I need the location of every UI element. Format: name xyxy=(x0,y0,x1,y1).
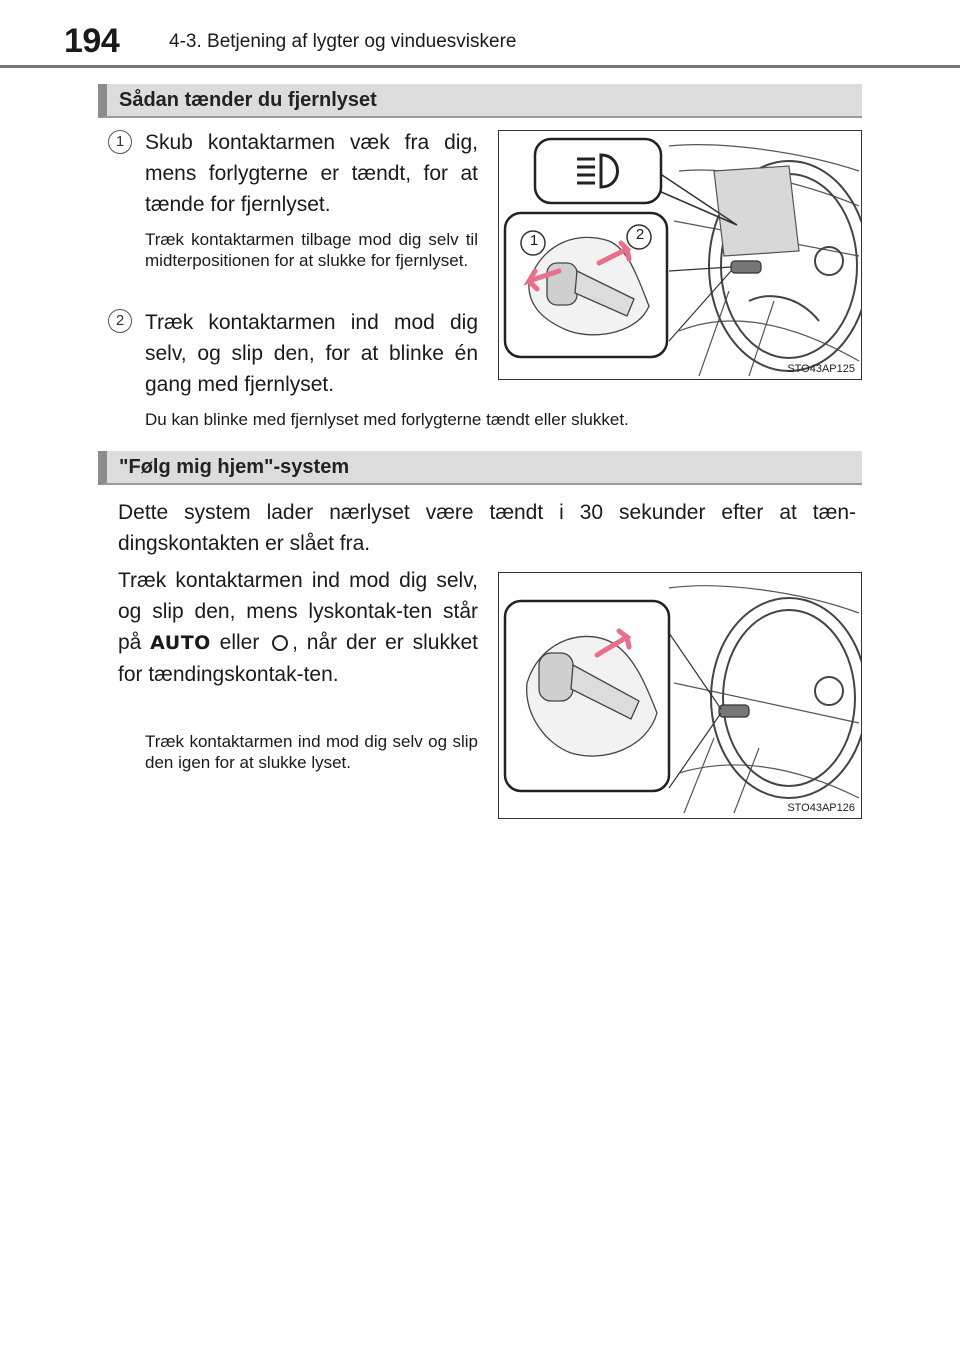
parking-light-icon xyxy=(272,635,288,651)
figure-label: STO43AP126 xyxy=(787,802,855,814)
figure-illustration xyxy=(499,131,862,380)
running-head: 4-3. Betjening af lygter og vinduesviskere xyxy=(169,31,517,52)
step-badge-2: 2 xyxy=(108,309,132,333)
follow-me-intro: Dette system lader nærlyset være tændt i 30 sekunder efter at tæn-dingskontakten er slået fra. xyxy=(118,501,856,555)
auto-symbol: AUTO xyxy=(150,632,211,654)
section-heading-high-beam xyxy=(98,84,862,118)
instruction-part-1: Træk kontaktarmen ind mod dig selv, og slip den, mens lyskontak-ten står på xyxy=(118,569,478,654)
figure-high-beam-lever xyxy=(498,130,862,380)
header-rule xyxy=(0,65,960,68)
instruction-part-2: eller xyxy=(219,631,260,654)
callout-2: 2 xyxy=(635,226,645,243)
instruction-part-3: , når der er slukket for tændingskontak-ten. xyxy=(118,631,478,686)
figure-follow-me-home-lever xyxy=(498,572,862,819)
step-1-note: Træk kontaktarmen tilbage mod dig selv til midterpositionen for at slukke for fjernlyset. xyxy=(145,230,478,270)
section-heading-follow-me-home xyxy=(98,451,862,485)
follow-me-note: Træk kontaktarmen ind mod dig selv og slip den igen for at slukke lyset. xyxy=(145,732,478,772)
step-2-text: Træk kontaktarmen ind mod dig selv, og slip den, for at blinke én gang med fjernlyset. xyxy=(145,311,478,396)
high-beam-icon xyxy=(571,151,631,191)
section-title: Sådan tænder du fjernlyset xyxy=(119,89,377,111)
figure-illustration xyxy=(499,573,862,819)
follow-me-instruction xyxy=(118,565,478,690)
figure-label: STO43AP125 xyxy=(787,363,855,375)
page-number: 194 xyxy=(64,22,120,60)
step-badge-1: 1 xyxy=(108,130,132,154)
step-1-text: Skub kontaktarmen væk fra dig, mens forlygterne er tændt, for at tænde for fjernlyset. xyxy=(145,131,478,216)
callout-1: 1 xyxy=(529,232,539,249)
step-2-note: Du kan blinke med fjernlyset med forlygterne tændt eller slukket. xyxy=(145,410,629,429)
section-title: "Følg mig hjem"-system xyxy=(119,456,350,478)
